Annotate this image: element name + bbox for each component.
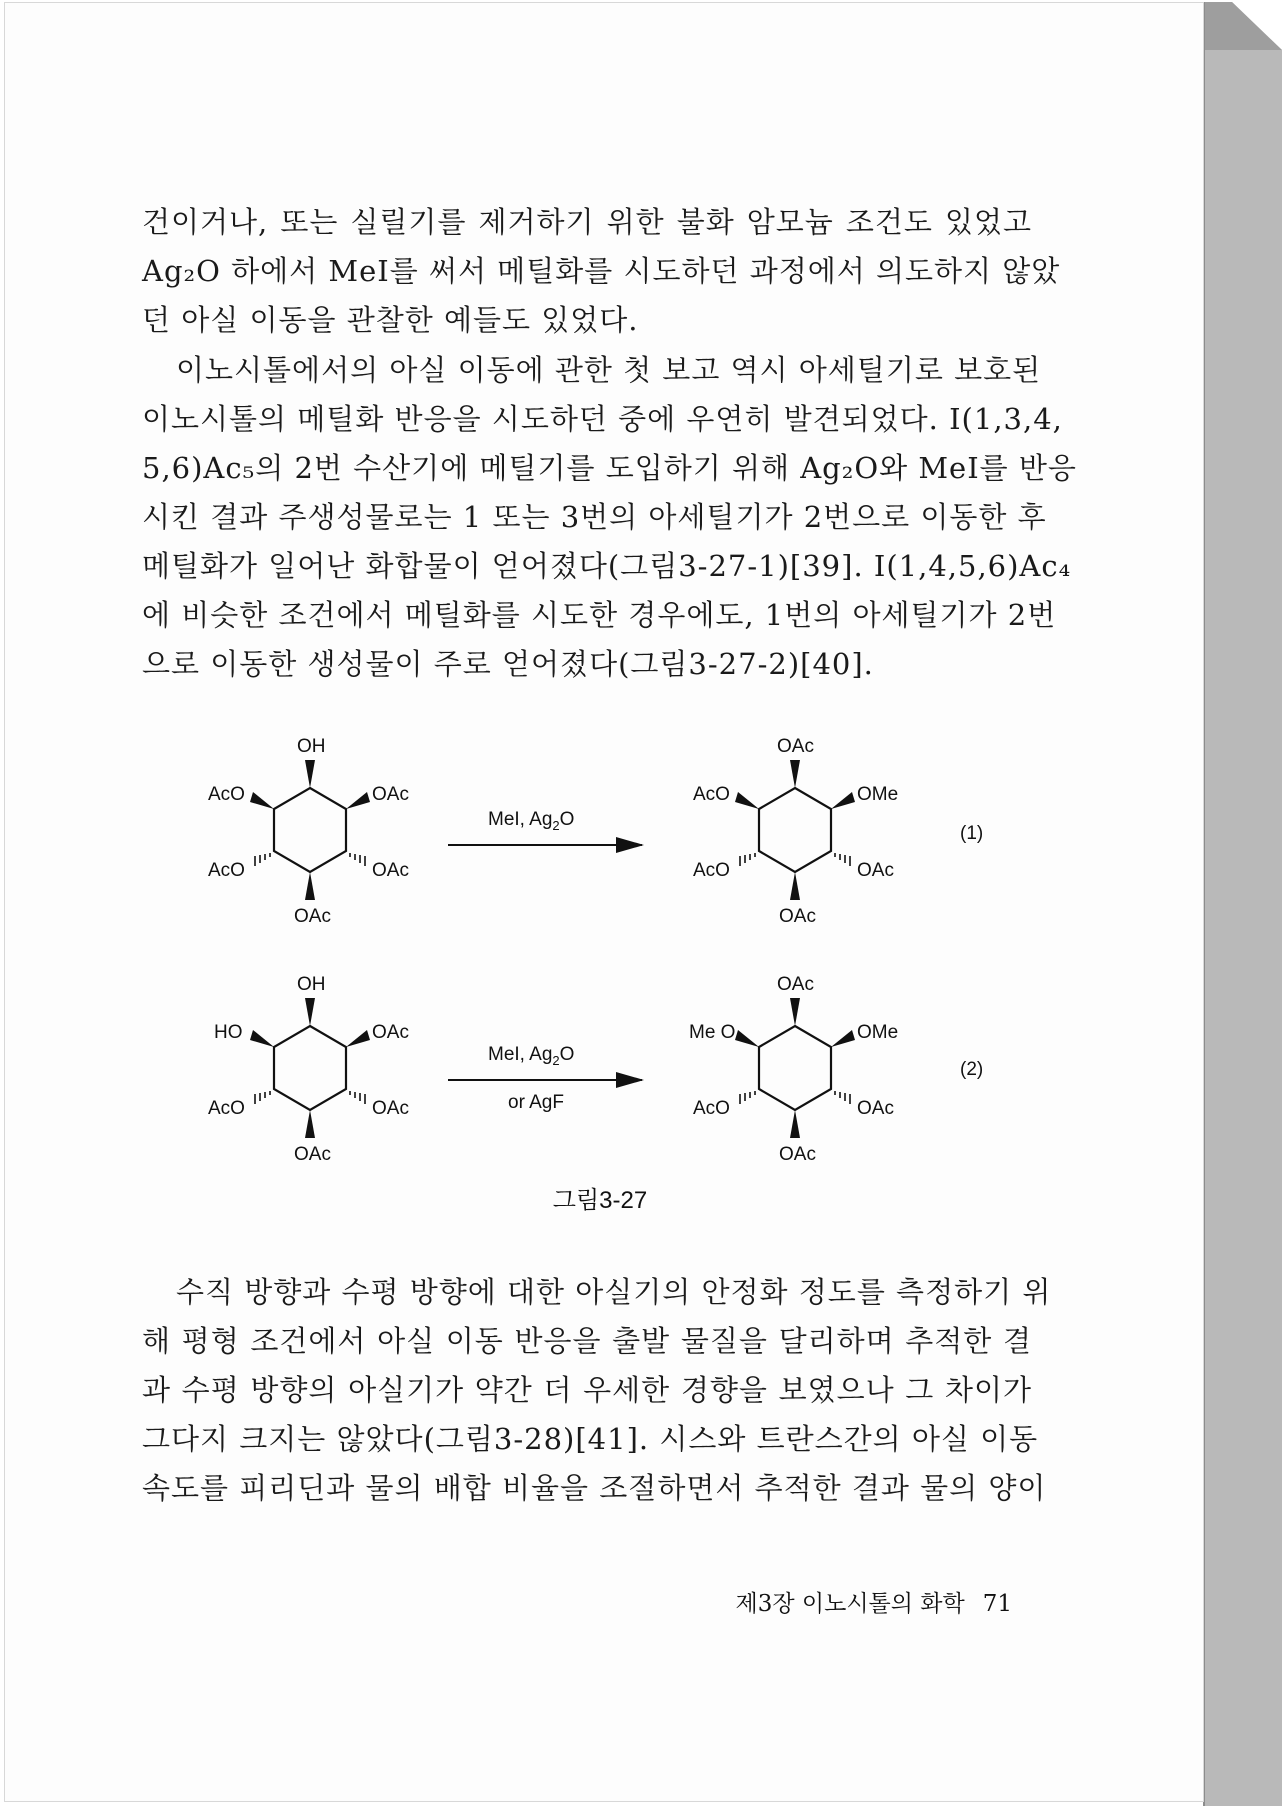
- substituent-label: Me O: [689, 1022, 736, 1043]
- figure-caption: 그림3-27: [552, 1187, 648, 1214]
- page-footer: [700, 1585, 1012, 1618]
- text-line: 던 아실 이동을 관찰한 예들도 있었다.: [142, 303, 639, 337]
- substituent-label: OAc: [372, 784, 409, 805]
- starting-material-2: [208, 974, 409, 1165]
- substituent-label: OAc: [779, 906, 816, 927]
- reagent-label: MeI, $Ag_2O$: [488, 1044, 575, 1068]
- starting-material-1: [208, 736, 409, 927]
- text-line: 건이거나, 또는 실릴기를 제거하기 위한 불화 암모늄 조건도 있었고: [142, 205, 1032, 239]
- substituent-label: OMe: [857, 1022, 899, 1043]
- reagent-alt-label: or AgF: [508, 1092, 564, 1113]
- substituent-label: OAc: [857, 1098, 894, 1119]
- reaction-arrow-1: [448, 809, 642, 845]
- substituent-label: AcO: [693, 784, 730, 805]
- text-line: 메틸화가 일어난 화합물이 얻어졌다(그림3-27-1)[39]. I(1,4,5,6)Ac₄: [142, 549, 1072, 583]
- reagent-label: MeI, $Ag_2O$: [488, 809, 575, 833]
- text-line: 이노시톨에서의 아실 이동에 관한 첫 보고 역시 아세틸기로 보호된: [176, 353, 1042, 387]
- product-1: [693, 736, 898, 927]
- substituent-label: OAc: [294, 906, 331, 927]
- text-line: 5,6)Ac₅의 2번 수산기에 메틸기를 도입하기 위해 Ag₂O와 MeI를 반응: [142, 451, 1077, 485]
- text-line: 그다지 크지는 않았다(그림3-28)[41]. 시스와 트란스간의 아실 이동: [142, 1422, 1039, 1456]
- substituent-label: OAc: [372, 1098, 409, 1119]
- substituent-label: OAc: [777, 974, 814, 995]
- paragraph-2: [142, 346, 1077, 689]
- substituent-label: AcO: [208, 860, 245, 881]
- reaction-number-label: (1): [960, 823, 984, 844]
- page-number: 71: [982, 1591, 1012, 1617]
- text-line: 과 수평 방향의 아실기가 약간 더 우세한 경향을 보였으나 그 차이가: [142, 1373, 1032, 1407]
- text-line: 으로 이동한 생성물이 주로 얻어졌다(그림3-27-2)[40].: [142, 647, 874, 681]
- substituent-label: OMe: [857, 784, 899, 805]
- substituent-label: OAc: [294, 1144, 331, 1165]
- paragraph-3: [142, 1268, 1052, 1513]
- text-line: 에 비슷한 조건에서 메틸화를 시도한 경우에도, 1번의 아세틸기가 2번: [142, 598, 1057, 632]
- text-line: 시킨 결과 주생성물로는 1 또는 3번의 아세틸기가 2번으로 이동한 후: [142, 500, 1047, 534]
- substituent-label: AcO: [693, 860, 730, 881]
- text-line: 속도를 피리딘과 물의 배합 비율을 조절하면서 추적한 결과 물의 양이: [142, 1471, 1047, 1505]
- product-2: [689, 974, 898, 1165]
- substituent-label: AcO: [208, 784, 245, 805]
- substituent-label: AcO: [208, 1098, 245, 1119]
- chapter-title: 제3장 이노시톨의 화학: [735, 1591, 965, 1617]
- substituent-label: OAc: [372, 1022, 409, 1043]
- reaction-number-label: (2): [960, 1059, 984, 1080]
- text-line: Ag₂O 하에서 MeI를 써서 메틸화를 시도하던 과정에서 의도하지 않았: [142, 254, 1061, 288]
- text-line: 수직 방향과 수평 방향에 대한 아실기의 안정화 정도를 측정하기 위: [176, 1275, 1052, 1309]
- substituent-label: OAc: [777, 736, 814, 757]
- text-line: 이노시톨의 메틸화 반응을 시도하던 중에 우연히 발견되었다. I(1,3,4,: [142, 402, 1063, 436]
- substituent-label: HO: [214, 1022, 243, 1043]
- paragraph-1: [142, 198, 1061, 345]
- reaction-scheme-figure: [190, 735, 1010, 1175]
- substituent-label: OAc: [779, 1144, 816, 1165]
- substituent-label: OH: [297, 736, 326, 757]
- text-line: 해 평형 조건에서 아실 이동 반응을 출발 물질을 달리하며 추적한 결: [142, 1324, 1032, 1358]
- substituent-label: AcO: [693, 1098, 730, 1119]
- substituent-label: OAc: [857, 860, 894, 881]
- substituent-label: OH: [297, 974, 326, 995]
- reaction-arrow-2: [448, 1044, 642, 1113]
- substituent-label: OAc: [372, 860, 409, 881]
